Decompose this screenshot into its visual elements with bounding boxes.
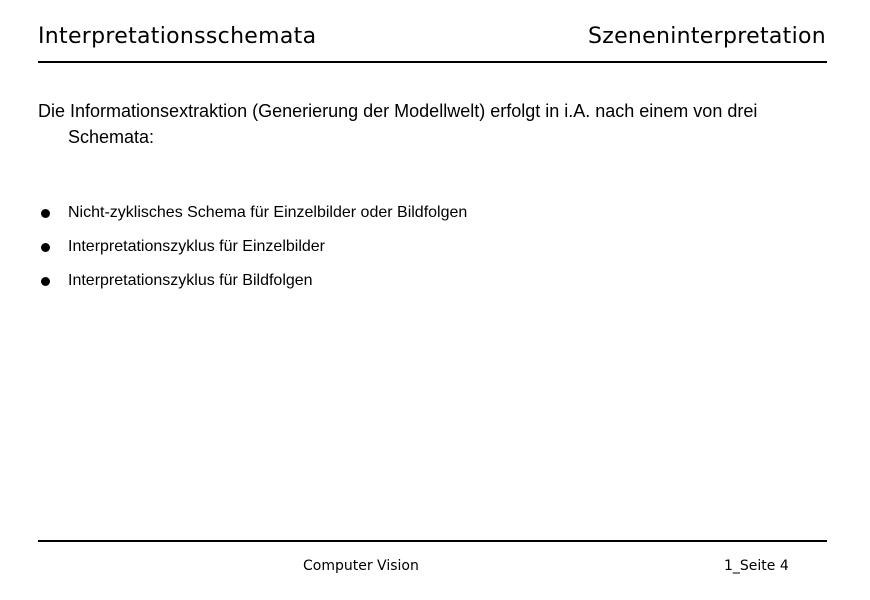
footer-divider — [38, 540, 827, 542]
bullet-item — [38, 196, 467, 230]
header-divider — [38, 61, 827, 63]
bullet-dot-icon — [41, 209, 50, 218]
header-title-left: Interpretationsschemata — [38, 24, 317, 49]
bullet-dot-icon — [41, 277, 50, 286]
intro-paragraph — [38, 98, 848, 150]
footer-page-number: 1_Seite 4 — [724, 558, 789, 574]
bullet-list — [38, 196, 467, 298]
intro-text: Die Informationsextraktion (Generierung der Modellwelt) erfolgt in i.A. nach einem von drei Schemata: — [38, 101, 758, 147]
bullet-text: Nicht-zyklisches Schema für Einzelbilder oder Bildfolgen — [68, 204, 468, 221]
bullet-text: Interpretationszyklus für Bildfolgen — [68, 272, 313, 289]
bullet-item — [38, 264, 467, 298]
header-title-right: Szeneninterpretation — [587, 24, 826, 49]
bullet-dot-icon — [41, 243, 50, 252]
footer-course: Computer Vision — [303, 558, 419, 574]
bullet-text: Interpretationszyklus für Einzelbilder — [68, 238, 326, 255]
bullet-item — [38, 230, 467, 264]
